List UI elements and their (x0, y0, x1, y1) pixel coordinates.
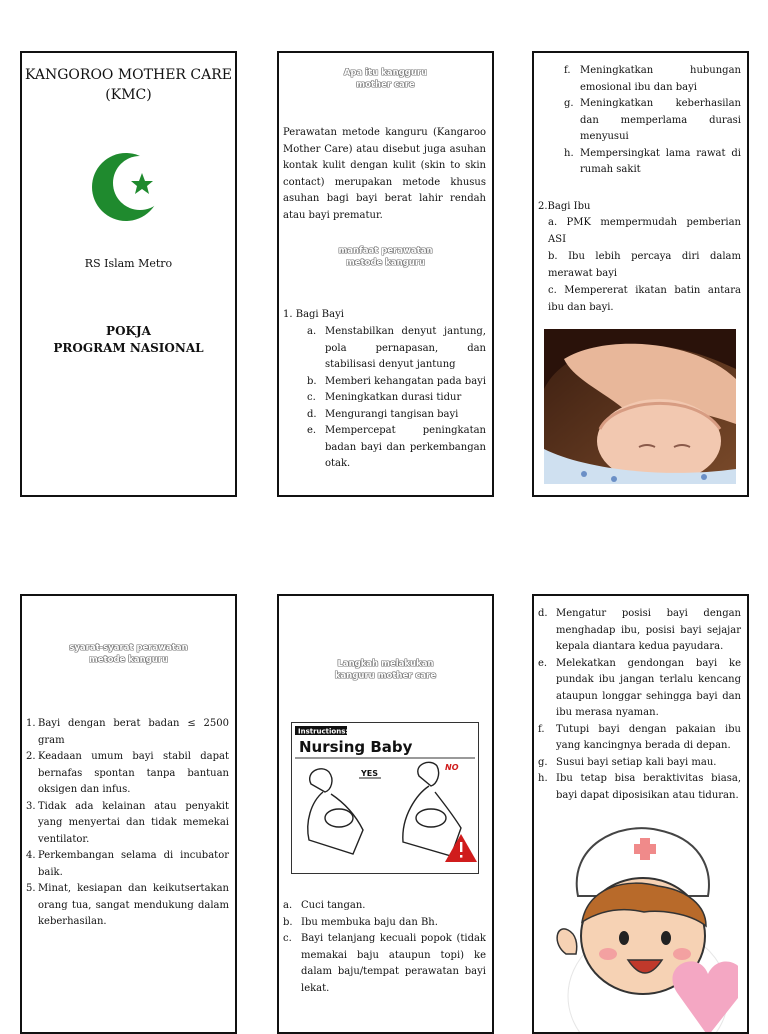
heading-benefits: manfaat perawatan metode kanguru (338, 246, 433, 268)
list-item-text: Mempercepat peningkatan badan bayi dan perkembangan otak. (325, 425, 486, 469)
list-item-text: Ibu membuka baju dan Bh. (301, 916, 438, 928)
step-item (538, 656, 741, 722)
step-item (283, 898, 486, 915)
program-label: PROGRAM NASIONAL (53, 341, 204, 355)
mother-baby-photo (544, 329, 736, 484)
list-item-text: Meningkatkan hubungan emosional ibu dan bayi (580, 65, 741, 93)
list-marker: f. (538, 723, 545, 735)
brochure-title: KANGOROO MOTHER CARE (KMC) (24, 67, 232, 103)
nursing-title: Nursing Baby (299, 738, 413, 756)
list-marker: 2. (26, 751, 36, 762)
heading-steps: Langkah melakukan kanguru mother care (334, 659, 437, 681)
pokja-block (22, 323, 235, 357)
list-marker: a. (283, 900, 293, 911)
baby-benefit-list (307, 324, 486, 473)
list-item-text: Memberi kehangatan pada bayi (325, 375, 487, 387)
list-marker: e. (307, 425, 317, 436)
list-item-text: Perkembangan selama di incubator baik. (38, 850, 229, 878)
steps-list (283, 898, 486, 997)
step-item (283, 915, 486, 932)
list-item-text: Bayi telanjang kecuali popok (tidak memakai baju ataupun topi) ke dalam baju/tempat perawatan bayi lekat. (301, 933, 486, 994)
list-marker: 4. (26, 850, 36, 861)
list-item-text: Melekatkan gendongan bayi ke pundak ibu jangan terlalu kencang ataupun longgar sehingga bayi dan ibu merasa nyaman. (556, 657, 741, 718)
heading-requirements: syarat-syarat perawatan metode kanguru (69, 643, 188, 665)
baby-benefit-item (564, 63, 741, 96)
definition-panel (277, 51, 494, 497)
kmc-definition-text: Perawatan metode kanguru (Kangaroo Mother Care) atau disebut juga asuhan kontak kulit dengan kulit (skin to skin contact) merupakan metode khusus asuhan bagi bayi berat lahir rendah atau bayi prematur. (283, 127, 486, 221)
section-mother: 2.Bagi Ibu (538, 201, 591, 212)
step-item (283, 931, 486, 997)
requirements-panel (20, 594, 237, 1034)
mother-benefit-c: c. Mempererat ikatan batin antara ibu dan bayi. (548, 285, 741, 313)
list-item-text: Bayi dengan berat badan ≤ 2500 gram (38, 718, 229, 746)
requirement-item (26, 848, 229, 881)
list-marker: h. (564, 147, 574, 159)
instructions-tag: Instructions: (298, 727, 349, 736)
list-marker: 5. (26, 883, 36, 894)
list-item-text: Ibu tetap bisa beraktivitas biasa, bayi dapat diposisikan atau tiduran. (556, 773, 741, 801)
list-item-text: Tutupi bayi dengan pakaian ibu yang kancingnya berada di depan. (556, 723, 741, 751)
list-marker: g. (538, 756, 548, 768)
list-marker: g. (564, 98, 574, 109)
baby-benefit-list-cont (564, 63, 741, 179)
pokja-label: POKJA (106, 324, 151, 338)
baby-benefit-item (564, 146, 741, 179)
list-marker: h. (538, 773, 548, 784)
list-marker: b. (307, 375, 317, 387)
list-marker: 3. (26, 800, 36, 812)
benefits-cont-panel (532, 51, 749, 497)
mother-benefit-a: a. PMK mempermudah pemberian ASI (548, 217, 741, 245)
no-label: NO (445, 763, 459, 772)
list-marker: c. (283, 933, 292, 944)
list-item-text: Cuci tangan. (301, 900, 366, 911)
step-item (538, 755, 741, 772)
list-item-text: Susui bayi setiap kali bayi mau. (556, 756, 717, 768)
list-item-text: Keadaan umum bayi stabil dapat bernafas spontan tanpa bantuan oksigen dan infus. (38, 751, 229, 795)
list-item-text: Meningkatkan keberhasilan dan memperlama durasi menyusui (580, 98, 741, 142)
steps-list-cont (538, 606, 741, 804)
nursing-baby-illustration (291, 722, 479, 874)
list-marker: e. (538, 657, 548, 669)
list-marker: a. (307, 326, 317, 337)
list-marker: c. (307, 392, 316, 403)
heading-what-is-kmc: Apa itu kangguru mother care (343, 68, 428, 90)
requirement-item (26, 716, 229, 749)
list-marker: d. (307, 408, 317, 420)
requirement-item (26, 881, 229, 931)
nurse-cartoon-illustration (548, 826, 738, 1034)
requirement-item (26, 799, 229, 849)
list-item-text: Mempersingkat lama rawat di rumah sakit (580, 147, 741, 175)
step-item (538, 771, 741, 804)
crescent-star-icon (90, 145, 162, 229)
baby-benefit-item (307, 324, 486, 374)
steps-panel (277, 594, 494, 1034)
steps-cont-panel (532, 594, 749, 1034)
mother-benefit-b: b. Ibu lebih percaya diri dalam merawat bayi (548, 251, 741, 279)
hospital-name: RS Islam Metro (84, 257, 173, 270)
list-marker: f. (564, 65, 571, 76)
yes-label: YES (361, 769, 379, 778)
list-item-text: Menstabilkan denyut jantung, pola pernapasan, dan stabilisasi denyut jantung (325, 326, 486, 370)
step-item (538, 722, 741, 755)
list-marker: 1. (26, 718, 36, 729)
baby-benefit-item (307, 423, 486, 473)
section-baby: 1. Bagi Bayi (283, 309, 344, 320)
step-item (538, 606, 741, 656)
list-item-text: Mengurangi tangisan bayi (325, 408, 459, 420)
baby-benefit-item (307, 374, 486, 391)
list-marker: d. (538, 608, 548, 619)
cover-panel (20, 51, 237, 497)
requirement-item (26, 749, 229, 799)
baby-benefit-item (564, 96, 741, 146)
list-marker: b. (283, 916, 293, 928)
requirement-list (26, 716, 229, 931)
baby-benefit-item (307, 407, 486, 424)
list-item-text: Minat, kesiapan dan keikutsertakan orang tua, sangat mendukung dalam keberhasilan. (38, 883, 229, 927)
list-item-text: Tidak ada kelainan atau penyakit yang menyertai dan tidak memekai ventilator. (38, 800, 229, 845)
baby-benefit-item (307, 390, 486, 407)
list-item-text: Mengatur posisi bayi dengan menghadap ibu, posisi bayi sejajar kepala diantara kedua payudara. (556, 608, 741, 652)
list-item-text: Meningkatkan durasi tidur (325, 392, 462, 403)
